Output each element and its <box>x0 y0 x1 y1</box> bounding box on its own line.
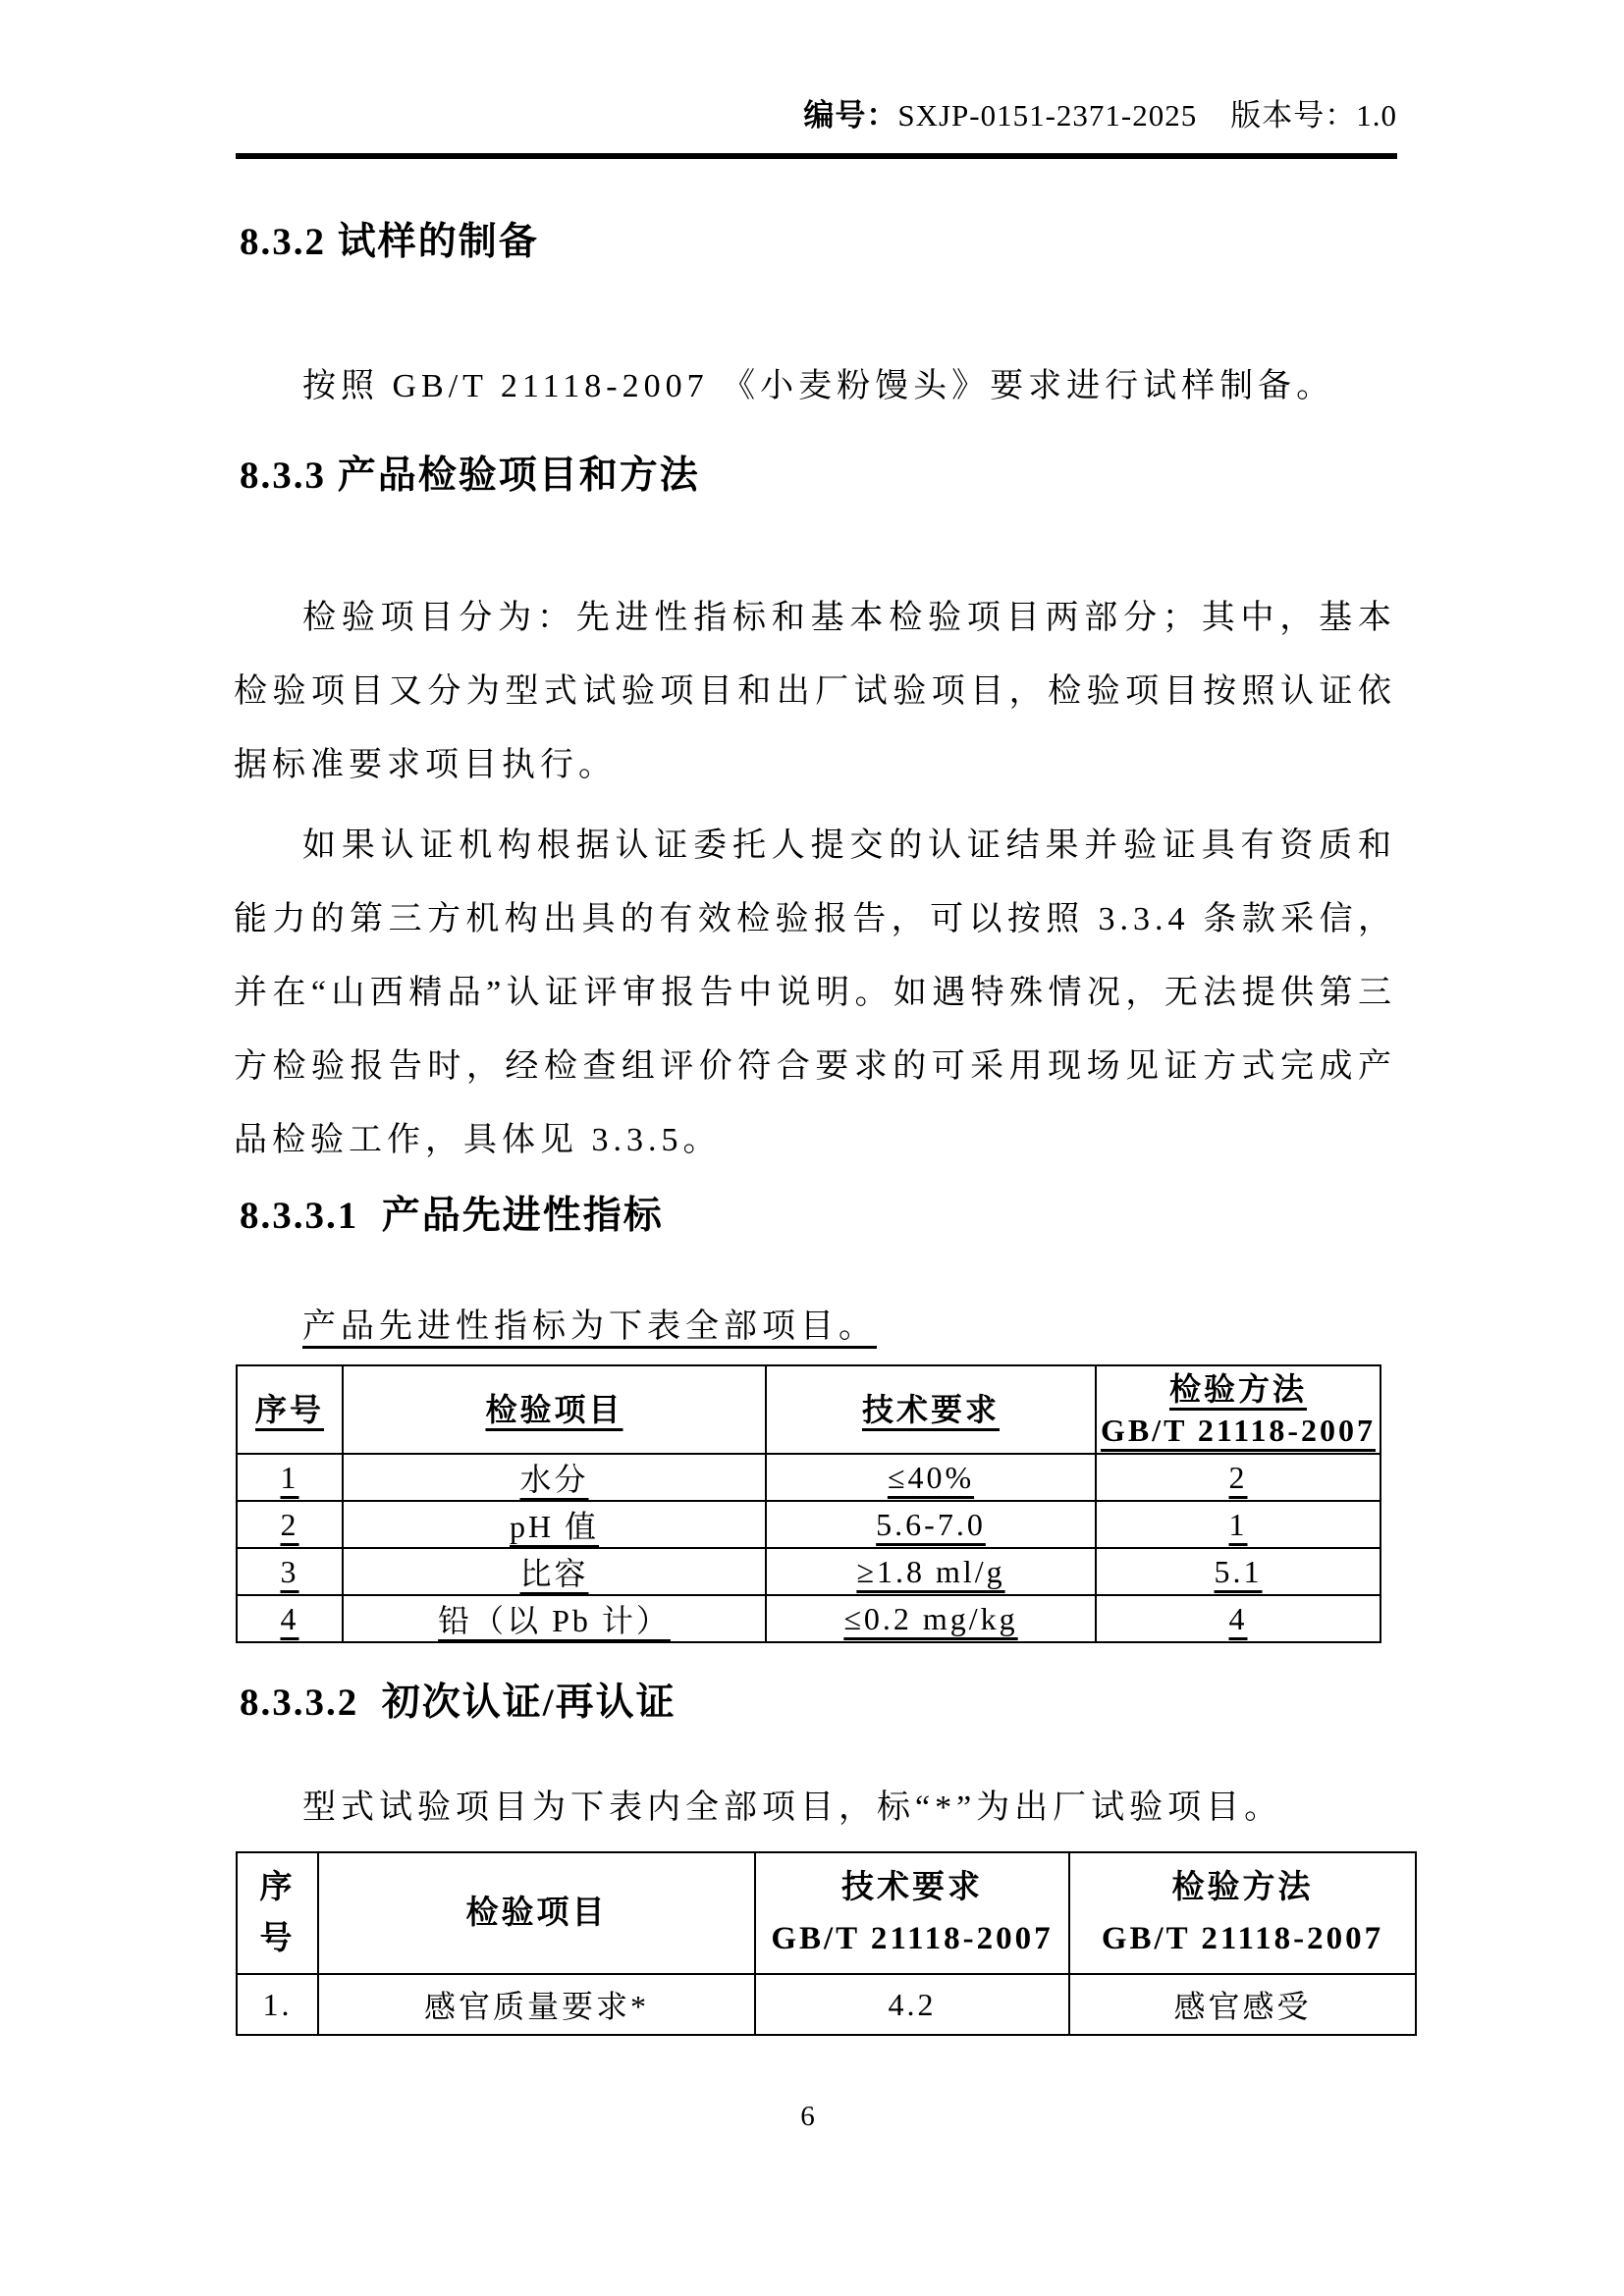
table-row <box>237 1454 1380 1501</box>
cell-requirement: ≥1.8 ml/g <box>766 1548 1096 1595</box>
cell-method: 感官感受 <box>1069 1974 1416 2035</box>
section-heading-8-3-3-2: 8.3.3.2 初次认证/再认证 <box>240 1682 677 1724</box>
cell-item: pH 值 <box>343 1501 766 1548</box>
section-heading-8-3-2: 8.3.2 试样的制备 <box>240 221 539 263</box>
cell-item: 水分 <box>343 1454 766 1501</box>
table-row <box>237 1974 1416 2035</box>
table-row <box>237 1548 1380 1595</box>
doc-meta-line <box>234 90 1397 134</box>
paragraph-inspection-items: 检验项目分为：先进性指标和基本检验项目两部分；其中，基本检验项目又分为型式试验项目和出厂试验项目，检验项目按照认证依据标准要求项目执行。 <box>234 600 1396 783</box>
table-intro-type-test: 型式试验项目为下表内全部项目，标“*”为出厂试验项目。 <box>302 1789 1283 1826</box>
table-intro-advancement: 产品先进性指标为下表全部项目。 <box>302 1308 877 1345</box>
cell-method: 4 <box>1096 1595 1380 1642</box>
doc-code-label: 编号： <box>803 98 898 133</box>
cell-index: 2 <box>237 1501 343 1548</box>
table-row <box>237 1595 1380 1642</box>
paragraph-sample-preparation: 按照 GB/T 21118-2007 《小麦粉馒头》要求进行试样制备。 <box>302 368 1335 404</box>
advancement-indicators-table <box>236 1364 1381 1643</box>
cell-index: 4 <box>237 1595 343 1642</box>
cell-requirement: 5.6-7.0 <box>766 1501 1096 1548</box>
cell-index: 1. <box>237 1974 318 2035</box>
cell-index: 3 <box>237 1548 343 1595</box>
header-cell-index: 序号 <box>237 1365 343 1454</box>
header-cell-requirement: 技术要求 <box>766 1365 1096 1454</box>
header-cell-method: 检验方法 GB/T 21118-2007 <box>1096 1365 1380 1454</box>
cell-index: 1 <box>237 1454 343 1501</box>
doc-version-label: 版本号： <box>1230 98 1357 133</box>
cell-requirement: ≤40% <box>766 1454 1096 1501</box>
header-cell-item: 检验项目 <box>343 1365 766 1454</box>
header-cell-item: 检验项目 <box>318 1852 755 1974</box>
cell-item: 比容 <box>343 1548 766 1595</box>
header-rule <box>236 153 1397 159</box>
paragraph-certification-body: 如果认证机构根据认证委托人提交的认证结果并验证具有资质和能力的第三方机构出具的有效检验报告，可以按照 3.3.4 条款采信，并在“山西精品”认证评审报告中说明。如遇特殊情况，无法提供第三方检验报告时，经检查组评价符合要求的可采用现场见证方式完成产品检验工作，具体见 3.3.5。 <box>234 828 1396 1158</box>
type-test-table <box>236 1851 1417 2036</box>
cell-requirement: ≤0.2 mg/kg <box>766 1595 1096 1642</box>
table-header-row <box>237 1852 1416 1974</box>
cell-requirement: 4.2 <box>755 1974 1069 2035</box>
doc-code-value: SXJP-0151-2371-2025 <box>897 98 1198 133</box>
cell-item: 感官质量要求* <box>318 1974 755 2035</box>
page-number: 6 <box>800 2101 815 2132</box>
section-heading-8-3-3: 8.3.3 产品检验项目和方法 <box>240 454 700 497</box>
table-row <box>237 1501 1380 1548</box>
doc-version-value: 1.0 <box>1356 98 1397 133</box>
table-header-row <box>237 1365 1380 1454</box>
cell-method: 5.1 <box>1096 1548 1380 1595</box>
cell-method: 1 <box>1096 1501 1380 1548</box>
header-cell-index: 序 号 <box>237 1852 318 1974</box>
header-cell-requirement: 技术要求 GB/T 21118-2007 <box>755 1852 1069 1974</box>
header-cell-method: 检验方法 GB/T 21118-2007 <box>1069 1852 1416 1974</box>
section-heading-8-3-3-1: 8.3.3.1 产品先进性指标 <box>240 1195 664 1237</box>
cell-item: 铅（以 Pb 计） <box>343 1595 766 1642</box>
cell-method: 2 <box>1096 1454 1380 1501</box>
